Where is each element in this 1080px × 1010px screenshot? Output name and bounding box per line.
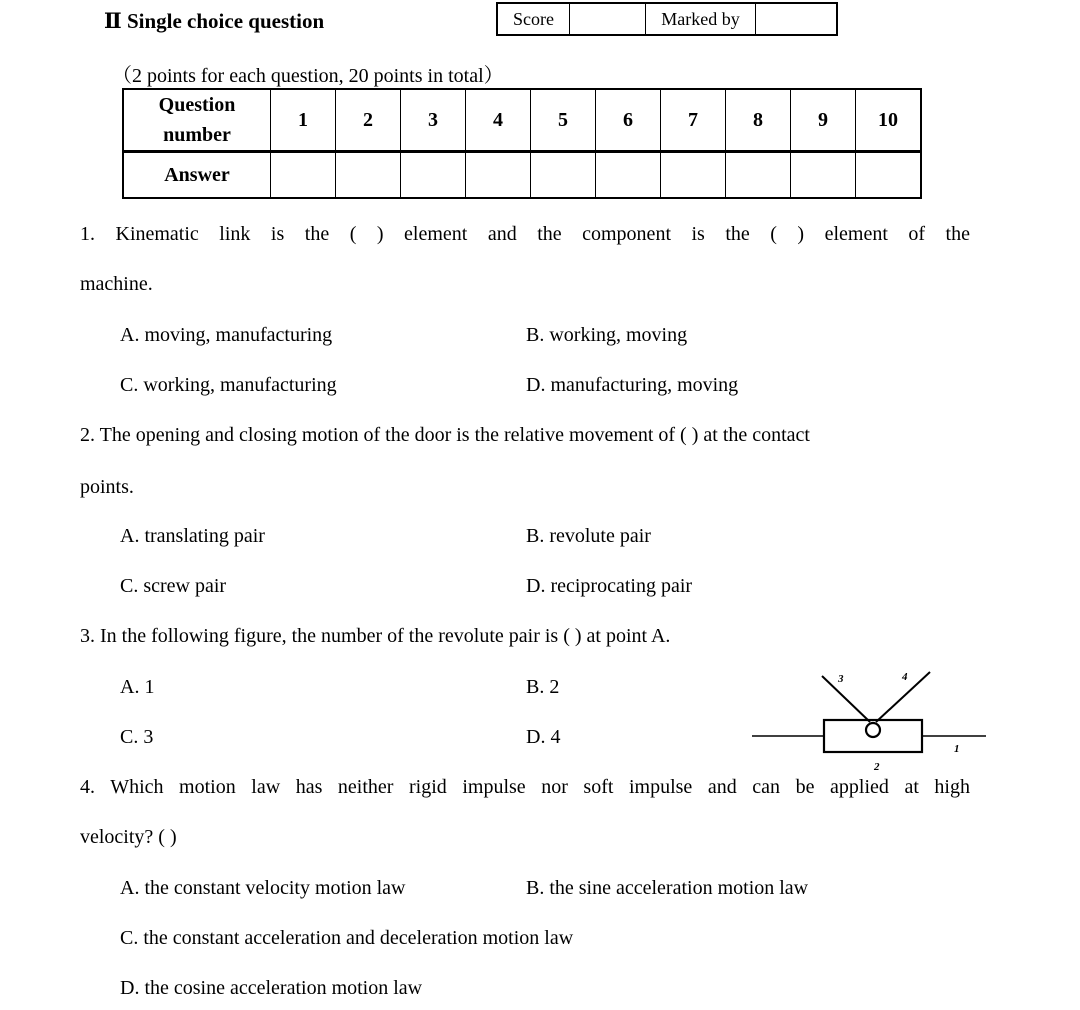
question-3-option-b[interactable]: B. 2 <box>526 676 560 698</box>
answer-row <box>123 152 921 199</box>
question-number-cell: 2 <box>336 89 401 152</box>
marked-by-value-cell[interactable] <box>756 4 836 34</box>
question-number-cell: 3 <box>401 89 466 152</box>
marked-by-label: Marked by <box>646 4 756 34</box>
score-value-cell[interactable] <box>570 4 646 34</box>
label-4: 4 <box>902 671 908 683</box>
question-number-cell: 9 <box>791 89 856 152</box>
joint-a-circle <box>866 723 880 737</box>
question-4-text-continued: velocity? ( ) <box>80 826 177 848</box>
question-number-header <box>123 89 271 152</box>
question-2-option-c[interactable]: C. screw pair <box>120 575 227 597</box>
answer-cell[interactable] <box>791 152 856 199</box>
question-1-option-c[interactable]: C. working, manufacturing <box>120 374 337 396</box>
question-2-text: 2. The opening and closing motion of the door is the relative movement of ( ) at the contact <box>80 424 810 446</box>
question-2-option-a[interactable]: A. translating pair <box>120 525 265 547</box>
question-3-option-a[interactable]: A. 1 <box>120 676 155 698</box>
question-1-text-continued: machine. <box>80 273 153 295</box>
question-2-text-continued: points. <box>80 476 134 498</box>
answer-cell[interactable] <box>596 152 661 199</box>
question-number-cell: 8 <box>726 89 791 152</box>
question-number-row <box>123 89 921 152</box>
question-number-cell: 5 <box>531 89 596 152</box>
score-label: Score <box>498 4 570 34</box>
answer-cell[interactable] <box>531 152 596 199</box>
question-4-option-a[interactable]: A. the constant velocity motion law <box>120 877 406 899</box>
question-4-text: 4. Which motion law has neither rigid impulse nor soft impulse and can be applied at high <box>80 776 970 798</box>
question-number-cell: 6 <box>596 89 661 152</box>
label-2: 2 <box>874 761 880 773</box>
answer-cell[interactable] <box>726 152 791 199</box>
question-1-text: 1. Kinematic link is the ( ) element and the component is the ( ) element of the <box>80 223 970 245</box>
question-3-option-c[interactable]: C. 3 <box>120 726 154 748</box>
answer-cell[interactable] <box>336 152 401 199</box>
question-1-option-d[interactable]: D. manufacturing, moving <box>526 374 739 396</box>
question-number-cell: 1 <box>271 89 336 152</box>
question-4-option-b[interactable]: B. the sine acceleration motion law <box>526 877 809 899</box>
question-4-option-d[interactable]: D. the cosine acceleration motion law <box>120 977 423 999</box>
answer-cell[interactable] <box>401 152 466 199</box>
question-number-cell: 7 <box>661 89 726 152</box>
question-2-option-b[interactable]: B. revolute pair <box>526 525 651 547</box>
answer-cell[interactable] <box>856 152 922 199</box>
question-3-text: 3. In the following figure, the number of the revolute pair is ( ) at point A. <box>80 625 671 647</box>
answer-cell[interactable] <box>271 152 336 199</box>
label-3: 3 <box>838 673 844 685</box>
answer-cell[interactable] <box>466 152 531 199</box>
question-number-cell: 10 <box>856 89 922 152</box>
label-1: 1 <box>954 743 960 755</box>
question-2-option-d[interactable]: D. reciprocating pair <box>526 575 693 597</box>
answer-cell[interactable] <box>661 152 726 199</box>
question-1-option-b[interactable]: B. working, moving <box>526 324 688 346</box>
question-number-header-line1: Question <box>158 94 236 116</box>
answer-header: Answer <box>123 152 271 199</box>
answer-table <box>122 88 922 199</box>
score-box <box>496 2 838 36</box>
question-4-option-c[interactable]: C. the constant acceleration and deceleration motion law <box>120 927 574 949</box>
question-1-option-a[interactable]: A. moving, manufacturing <box>120 324 333 346</box>
revolute-pair-figure <box>752 668 988 774</box>
section-title: Ⅱ Single choice question <box>104 9 325 33</box>
link-3 <box>822 676 870 722</box>
question-number-cell: 4 <box>466 89 531 152</box>
points-note: （2 points for each question, 20 points in total） <box>112 65 504 87</box>
question-number-header-line2: number <box>163 124 231 146</box>
question-3-option-d[interactable]: D. 4 <box>526 726 561 748</box>
